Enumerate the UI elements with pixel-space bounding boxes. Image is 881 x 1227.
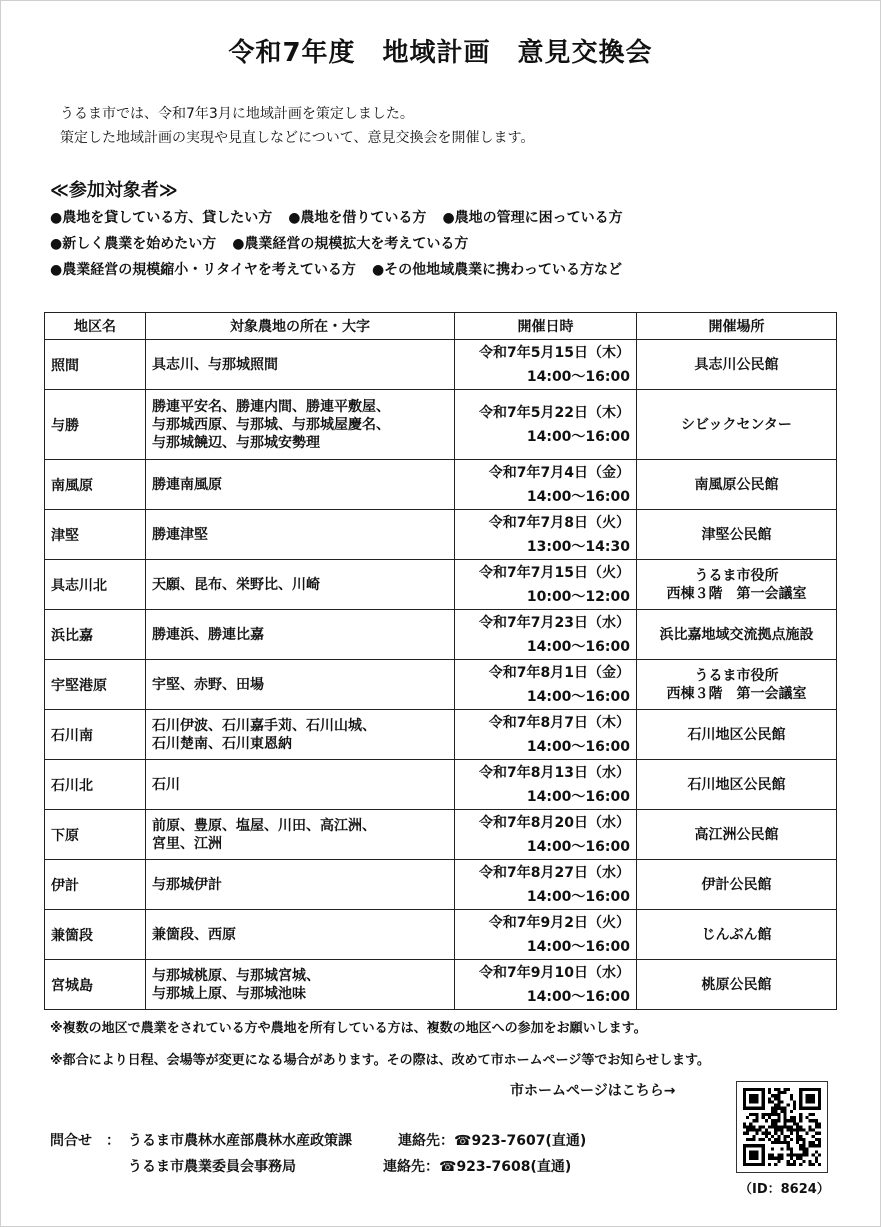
datetime-cell <box>455 390 637 460</box>
target-item: ●農地を貸している方、貸したい方 <box>50 210 273 226</box>
event-date: 令和7年8月20日（水） <box>479 814 630 831</box>
table-row <box>45 760 837 810</box>
area-cell: 与勝 <box>45 390 146 460</box>
contact-org: うるま市農業委員会事務局 <box>128 1159 296 1175</box>
location-line: 宮里、江洲 <box>152 835 222 852</box>
event-date: 令和7年8月27日（水） <box>479 864 630 881</box>
venue-line: うるま市役所 <box>694 567 779 584</box>
intro-line: 策定した地域計画の実現や見直しなどについて、意見交換会を開催します。 <box>60 130 535 146</box>
event-time: 14:00～16:00 <box>526 888 630 905</box>
event-time: 14:00～16:00 <box>526 838 630 855</box>
venue-line: 具志川公民館 <box>694 356 779 373</box>
event-date: 令和7年9月2日（火） <box>488 914 630 931</box>
location-cell <box>146 390 455 460</box>
venue-cell <box>637 510 837 560</box>
datetime-cell <box>455 560 637 610</box>
location-line: 石川伊波、石川嘉手苅、石川山城、 <box>152 717 376 734</box>
schedule-body <box>45 340 837 1010</box>
location-line: 与那城上原、与那城池味 <box>152 985 306 1002</box>
schedule-table <box>44 312 837 1010</box>
location-line: 兼箇段、西原 <box>152 926 236 943</box>
venue-cell <box>637 660 837 710</box>
location-line: 与那城桃原、与那城宮城、 <box>152 967 320 984</box>
area-cell: 照間 <box>45 340 146 390</box>
location-line: 与那城西原、与那城、与那城屋慶名、 <box>152 416 390 433</box>
area-cell: 伊計 <box>45 860 146 910</box>
intro-line: うるま市では、令和7年3月に地域計画を策定しました。 <box>60 106 414 122</box>
venue-cell <box>637 340 837 390</box>
table-row <box>45 710 837 760</box>
target-item: ●農業経営の規模縮小・リタイヤを考えている方 <box>50 262 356 278</box>
venue-line: 高江洲公民館 <box>694 826 779 843</box>
datetime-cell <box>455 960 637 1010</box>
table-row <box>45 340 837 390</box>
location-line: 与那城饒辺、与那城安勢理 <box>152 434 320 451</box>
location-cell <box>146 560 455 610</box>
venue-line: うるま市役所 <box>694 667 779 684</box>
datetime-cell <box>455 810 637 860</box>
header-venue: 開催場所 <box>637 313 837 340</box>
datetime-cell <box>455 340 637 390</box>
location-line: 勝連南風原 <box>152 476 222 493</box>
location-line: 石川楚南、石川東恩納 <box>152 735 292 752</box>
table-row <box>45 660 837 710</box>
event-time: 14:00～16:00 <box>526 688 630 705</box>
location-line: 天願、昆布、栄野比、川崎 <box>152 576 320 593</box>
area-cell: 浜比嘉 <box>45 610 146 660</box>
event-time: 10:00～12:00 <box>526 588 630 605</box>
location-line: 石川 <box>152 776 180 793</box>
area-cell: 具志川北 <box>45 560 146 610</box>
datetime-cell <box>455 660 637 710</box>
table-row <box>45 810 837 860</box>
target-item: ●農地を借りている方 <box>288 210 427 226</box>
location-cell <box>146 960 455 1010</box>
venue-line: 西棟３階 第一会議室 <box>666 685 807 702</box>
location-cell <box>146 460 455 510</box>
table-header-row <box>45 313 837 340</box>
event-time: 14:00～16:00 <box>526 988 630 1005</box>
event-date: 令和7年7月23日（水） <box>479 614 630 631</box>
location-cell <box>146 760 455 810</box>
table-row <box>45 910 837 960</box>
venue-line: 津堅公民館 <box>701 526 772 543</box>
location-line: 勝連平安名、勝連内間、勝連平敷屋、 <box>152 398 390 415</box>
intro-text <box>60 102 534 150</box>
datetime-cell <box>455 460 637 510</box>
venue-line: じんぶん館 <box>701 926 772 943</box>
location-line: 具志川、与那城照間 <box>152 356 278 373</box>
location-line: 前原、豊原、塩屋、川田、高江洲、 <box>152 817 376 834</box>
area-cell: 津堅 <box>45 510 146 560</box>
contact-line-2 <box>50 1156 571 1176</box>
venue-line: 浜比嘉地域交流拠点施設 <box>659 626 814 643</box>
location-line: 勝連浜、勝連比嘉 <box>152 626 264 643</box>
venue-line: 石川地区公民館 <box>687 776 786 793</box>
location-cell <box>146 340 455 390</box>
venue-line: 石川地区公民館 <box>687 726 786 743</box>
area-cell: 石川北 <box>45 760 146 810</box>
header-area: 地区名 <box>45 313 146 340</box>
contact-tel: 連絡先：☎923-7607(直通) <box>398 1133 587 1149</box>
event-date: 令和7年9月10日（水） <box>479 964 630 981</box>
note-schedule-change: ※都合により日程、会場等が変更になる場合があります。その際は、改めて市ホームページ等でお知らせします。 <box>50 1053 710 1068</box>
location-cell <box>146 810 455 860</box>
table-row <box>45 960 837 1010</box>
location-cell <box>146 610 455 660</box>
venue-cell <box>637 760 837 810</box>
event-time: 14:00～16:00 <box>526 938 630 955</box>
area-cell: 南風原 <box>45 460 146 510</box>
contact-tel: 連絡先：☎923-7608(直通) <box>383 1159 572 1175</box>
location-cell <box>146 660 455 710</box>
datetime-cell <box>455 510 637 560</box>
location-line: 与那城伊計 <box>152 876 222 893</box>
target-item: ●農業経営の規模拡大を考えている方 <box>232 236 469 252</box>
event-time: 14:00～16:00 <box>526 368 630 385</box>
contact-line-1 <box>50 1130 586 1150</box>
venue-line: 伊計公民館 <box>701 876 772 893</box>
event-date: 令和7年8月1日（金） <box>488 664 630 681</box>
table-row <box>45 510 837 560</box>
location-cell <box>146 860 455 910</box>
target-item: ●その他地域農業に携わっている方など <box>371 262 623 278</box>
venue-line: 西棟３階 第一会議室 <box>666 585 807 602</box>
target-row <box>50 257 639 283</box>
target-list <box>50 205 639 283</box>
table-row <box>45 460 837 510</box>
area-cell: 下原 <box>45 810 146 860</box>
header-datetime: 開催日時 <box>455 313 637 340</box>
target-heading: ≪参加対象者≫ <box>50 180 178 201</box>
page-title: 令和7年度 地域計画 意見交換会 <box>228 38 653 68</box>
homepage-link-label[interactable]: 市ホームページはこちら→ <box>510 1083 676 1099</box>
event-time: 14:00～16:00 <box>526 738 630 755</box>
table-row <box>45 560 837 610</box>
location-cell <box>146 510 455 560</box>
venue-cell <box>637 710 837 760</box>
target-row <box>50 205 639 231</box>
event-time: 14:00～16:00 <box>526 788 630 805</box>
venue-cell <box>637 860 837 910</box>
location-cell <box>146 910 455 960</box>
header-location: 対象農地の所在・大字 <box>146 313 455 340</box>
datetime-cell <box>455 910 637 960</box>
area-cell: 兼箇段 <box>45 910 146 960</box>
event-date: 令和7年8月13日（水） <box>479 764 630 781</box>
table-row <box>45 860 837 910</box>
event-time: 14:00～16:00 <box>526 428 630 445</box>
event-time: 13:00～14:30 <box>526 538 630 555</box>
table-row <box>45 610 837 660</box>
event-date: 令和7年5月22日（木） <box>479 404 630 421</box>
target-row <box>50 231 639 257</box>
venue-cell <box>637 390 837 460</box>
event-date: 令和7年5月15日（木） <box>479 344 630 361</box>
venue-cell <box>637 610 837 660</box>
datetime-cell <box>455 710 637 760</box>
area-cell: 宮城島 <box>45 960 146 1010</box>
location-cell <box>146 710 455 760</box>
event-time: 14:00～16:00 <box>526 638 630 655</box>
event-date: 令和7年8月7日（木） <box>488 714 630 731</box>
event-date: 令和7年7月4日（金） <box>488 464 630 481</box>
contact-label: 問合せ ： <box>50 1133 120 1149</box>
venue-line: 桃原公民館 <box>701 976 772 993</box>
event-date: 令和7年7月8日（火） <box>488 514 630 531</box>
venue-cell <box>637 960 837 1010</box>
datetime-cell <box>455 610 637 660</box>
datetime-cell <box>455 760 637 810</box>
venue-line: 南風原公民館 <box>694 476 779 493</box>
datetime-cell <box>455 860 637 910</box>
area-cell: 石川南 <box>45 710 146 760</box>
target-item: ●新しく農業を始めたい方 <box>50 236 217 252</box>
venue-cell <box>637 460 837 510</box>
venue-cell <box>637 810 837 860</box>
qr-id-label: （ID：8624） <box>739 1182 830 1197</box>
venue-cell <box>637 560 837 610</box>
venue-line: シビックセンター <box>681 416 792 433</box>
table-row <box>45 390 837 460</box>
event-time: 14:00～16:00 <box>526 488 630 505</box>
venue-cell <box>637 910 837 960</box>
contact-org: うるま市農林水産部農林水産政策課 <box>128 1133 352 1149</box>
qr-code-icon[interactable] <box>736 1081 828 1173</box>
target-item: ●農地の管理に困っている方 <box>442 210 623 226</box>
location-line: 宇堅、赤野、田場 <box>152 676 264 693</box>
note-multiple-areas: ※複数の地区で農業をされている方や農地を所有している方は、複数の地区への参加をお願いします。 <box>50 1021 647 1036</box>
area-cell: 宇堅港原 <box>45 660 146 710</box>
event-date: 令和7年7月15日（火） <box>479 564 630 581</box>
location-line: 勝連津堅 <box>152 526 208 543</box>
